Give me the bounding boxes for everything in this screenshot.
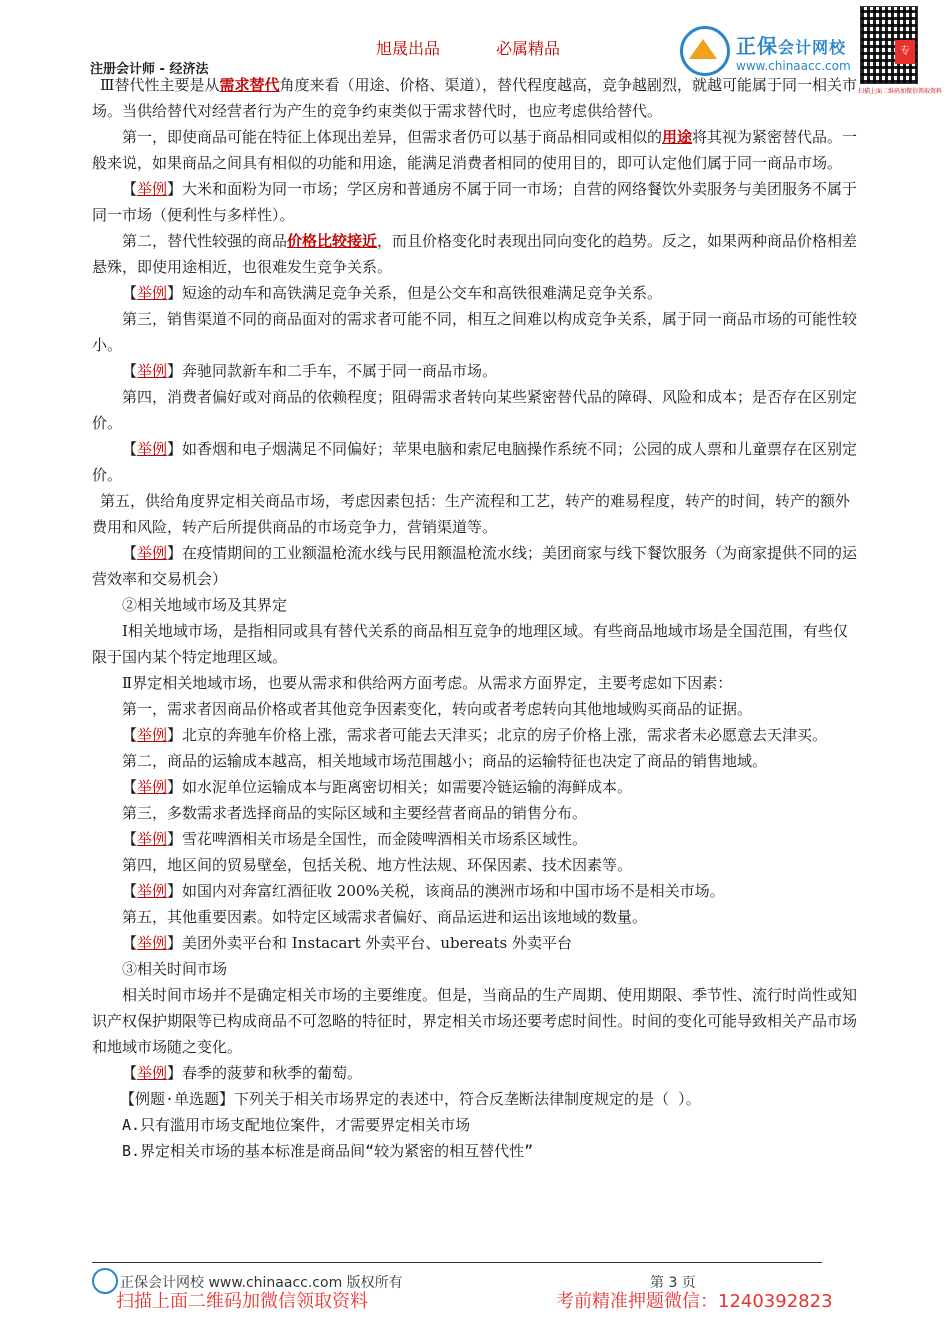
logo-url: www.chinaacc.com bbox=[736, 58, 851, 73]
text-run: 第一，需求者因商品价格或者其他竞争因素变化，转向或者考虑转向其他地域购买商品的证据。 bbox=[122, 700, 753, 718]
text-run: 第三，销售渠道不同的商品面对的需求者可能不同，相互之间难以构成竞争关系，属于同一商品市场的可能性较小。 bbox=[92, 310, 858, 354]
text-run: 第五，供给角度界定相关商品市场，考虑因素包括：生产流程和工艺，转产的难易程度，转产的时间，转产的额外费用和风险，转产后所提供商品的市场竞争力，营销渠道等。 bbox=[92, 492, 851, 536]
text-run: 相关时间市场并不是确定相关市场的主要维度。但是，当商品的生产周期、使用期限、季节性、流行时尚性或知识产权保护期限等已构成商品不可忽略的特征时，界定相关市场还要考虑时间性。时间的变化可能导致相关产品市场和地域市场随之变化。 bbox=[92, 986, 858, 1056]
paragraph bbox=[92, 930, 860, 956]
paragraph bbox=[92, 72, 860, 124]
text-run: ，而且价格变化时表现出同向变化的趋势。反之，如果两种商品价格相差悬殊，即使用途相近，也很难发生竞争关系。 bbox=[92, 232, 858, 276]
text-run: 】如国内对奔富红酒征收 200%关税，该商品的澳洲市场和中国市场不是相关市场。 bbox=[167, 882, 725, 900]
example-tag: 举例 bbox=[137, 180, 168, 198]
text-run: 第三，多数需求者选择商品的实际区域和主要经营者商品的销售分布。 bbox=[122, 804, 588, 822]
text-run: ②相关地域市场及其界定 bbox=[122, 596, 288, 614]
paragraph bbox=[92, 306, 860, 358]
paragraph bbox=[92, 904, 860, 930]
paragraph bbox=[92, 1138, 860, 1164]
example-tag: 举例 bbox=[137, 440, 168, 458]
chinaacc-logo bbox=[680, 26, 851, 76]
text-run: 第一，即使商品可能在特征上体现出差异，但需求者仍可以基于商品相同或相似的 bbox=[122, 128, 663, 146]
highlight-term: 用途 bbox=[662, 128, 693, 146]
course-title: 注册会计师 - 经济法 bbox=[90, 62, 209, 77]
text-run: 第二，替代性较强的商品 bbox=[122, 232, 288, 250]
paragraph bbox=[92, 618, 860, 670]
paragraph bbox=[92, 826, 860, 852]
text-run: 【 bbox=[122, 1064, 138, 1082]
text-run: 【 bbox=[122, 440, 138, 458]
paragraph bbox=[92, 670, 860, 696]
highlight-term: 价格比较接近 bbox=[287, 232, 378, 250]
paragraph bbox=[92, 956, 860, 982]
qr-note: 扫描上面二维码加微信领取资料 bbox=[858, 88, 943, 95]
page-number: 第 3 页 bbox=[650, 1275, 696, 1291]
example-tag: 举例 bbox=[137, 882, 168, 900]
text-run: ③相关时间市场 bbox=[122, 960, 228, 978]
paragraph bbox=[92, 384, 860, 436]
paragraph bbox=[92, 878, 860, 904]
footer-copyright: 正保会计网校 www.chinaacc.com 版权所有 bbox=[120, 1275, 403, 1291]
text-run: Ⅰ相关地域市场，是指相同或具有替代关系的商品相互竞争的地理区域。有些商品地域市场是全国范围，有些仅限于国内某个特定地理区域。 bbox=[92, 622, 848, 666]
text-run: 第五，其他重要因素。如特定区域需求者偏好、商品运进和运出该地域的数量。 bbox=[122, 908, 648, 926]
promo-right: 考前精准押题微信：1240392823 bbox=[556, 1291, 833, 1312]
paragraph bbox=[92, 982, 860, 1060]
paragraph bbox=[92, 1060, 860, 1086]
logo-sub: 会计网校 bbox=[778, 37, 847, 57]
logo-icon bbox=[680, 26, 730, 76]
paragraph bbox=[92, 540, 860, 592]
highlight-term: 需求替代 bbox=[219, 76, 280, 94]
text-run: 第二，商品的运输成本越高，相关地域市场范围越小；商品的运输特征也决定了商品的销售地域。 bbox=[122, 752, 768, 770]
text-run: 第四，消费者偏好或对商品的依赖程度；阻碍需求者转向某些紧密替代品的障碍、风险和成本；是否存在区别定价。 bbox=[92, 388, 858, 432]
paragraph bbox=[92, 228, 860, 280]
text-run: 】大米和面粉为同一市场；学区房和普通房不属于同一市场；自营的网络餐饮外卖服务与美团服务不属于同一市场（便利性与多样性）。 bbox=[92, 180, 858, 224]
text-run: 】如水泥单位运输成本与距离密切相关；如需要冷链运输的海鲜成本。 bbox=[167, 778, 633, 796]
text-run: 】北京的奔驰车价格上涨，需求者可能去天津买；北京的房子价格上涨，需求者未必愿意去天津买。 bbox=[167, 726, 828, 744]
text-run: Ⅱ界定相关地域市场，也要从需求和供给两方面考虑。从需求方面界定，主要考虑如下因素： bbox=[122, 674, 733, 692]
qr-badge: 专 bbox=[895, 40, 915, 64]
text-run: 【 bbox=[122, 934, 138, 952]
paragraph bbox=[92, 774, 860, 800]
text-run: 【 bbox=[122, 544, 138, 562]
paragraph bbox=[92, 488, 860, 540]
text-run: B.界定相关市场的基本标准是商品间“较为紧密的相互替代性” bbox=[122, 1142, 534, 1160]
text-run: 】短途的动车和高铁满足竞争关系，但是公交车和高铁很难满足竞争关系。 bbox=[167, 284, 663, 302]
paragraph bbox=[92, 592, 860, 618]
paragraph bbox=[92, 852, 860, 878]
text-run: 【 bbox=[122, 778, 138, 796]
paragraph bbox=[92, 1086, 860, 1112]
text-run: 第四，地区间的贸易壁垒，包括关税、地方性法规、环保因素、技术因素等。 bbox=[122, 856, 633, 874]
paragraph bbox=[92, 696, 860, 722]
slogan-right: 必属精品 bbox=[496, 39, 561, 58]
text-run: 】雪花啤酒相关市场是全国性，而金陵啤酒相关市场系区域性。 bbox=[167, 830, 588, 848]
document-body bbox=[92, 72, 860, 1164]
promo-left: 扫描上面二维码加微信领取资料 bbox=[116, 1291, 368, 1312]
text-run: 【 bbox=[122, 362, 138, 380]
paragraph bbox=[92, 124, 860, 176]
example-tag: 举例 bbox=[137, 934, 168, 952]
paragraph bbox=[92, 358, 860, 384]
footer-logo-icon bbox=[92, 1268, 118, 1294]
text-run: 【 bbox=[122, 180, 138, 198]
example-tag: 举例 bbox=[137, 1064, 168, 1082]
text-run: 】美团外卖平台和 Instacart 外卖平台、ubereats 外卖平台 bbox=[167, 934, 572, 952]
example-tag: 举例 bbox=[137, 830, 168, 848]
example-tag: 举例 bbox=[137, 544, 168, 562]
slogan-left: 旭晟出品 bbox=[376, 39, 441, 58]
text-run: A.只有滥用市场支配地位案件，才需要界定相关市场 bbox=[122, 1116, 471, 1134]
paragraph bbox=[92, 748, 860, 774]
text-run: 【例题·单选题】下列关于相关市场界定的表述中，符合反垄断法律制度规定的是（ ）。 bbox=[120, 1090, 701, 1108]
example-tag: 举例 bbox=[137, 362, 168, 380]
text-run: Ⅲ替代性主要是从 bbox=[100, 76, 220, 94]
example-tag: 举例 bbox=[137, 284, 168, 302]
paragraph bbox=[92, 280, 860, 306]
footer-divider bbox=[92, 1262, 822, 1263]
paragraph bbox=[92, 722, 860, 748]
text-run: 】春季的菠萝和秋季的葡萄。 bbox=[167, 1064, 363, 1082]
text-run: 【 bbox=[122, 284, 138, 302]
text-run: 】奔驰同款新车和二手车，不属于同一商品市场。 bbox=[167, 362, 498, 380]
paragraph bbox=[92, 1112, 860, 1138]
text-run: 】在疫情期间的工业额温枪流水线与民用额温枪流水线；美团商家与线下餐饮服务（为商家提供不同的运营效率和交易机会） bbox=[92, 544, 858, 588]
text-run: 【 bbox=[122, 726, 138, 744]
text-run: 【 bbox=[122, 882, 138, 900]
example-tag: 举例 bbox=[137, 726, 168, 744]
logo-name: 正保 bbox=[736, 33, 778, 58]
text-run: 】如香烟和电子烟满足不同偏好；苹果电脑和索尼电脑操作系统不同；公园的成人票和儿童票存在区别定价。 bbox=[92, 440, 858, 484]
paragraph bbox=[92, 176, 860, 228]
example-tag: 举例 bbox=[137, 778, 168, 796]
paragraph bbox=[92, 436, 860, 488]
text-run: 角度来看（用途、价格、渠道），替代程度越高，竞争越剧烈，就越可能属于同一相关市场。当供给替代对经营者行为产生的竞争约束类似于需求替代时，也应考虑供给替代。 bbox=[92, 76, 857, 120]
text-run: 将其视为紧密替代品。一般来说，如果商品之间具有相似的功能和用途，能满足消费者相同的使用目的，即可认定他们属于同一商品市场。 bbox=[92, 128, 858, 172]
paragraph bbox=[92, 800, 860, 826]
text-run: 【 bbox=[122, 830, 138, 848]
